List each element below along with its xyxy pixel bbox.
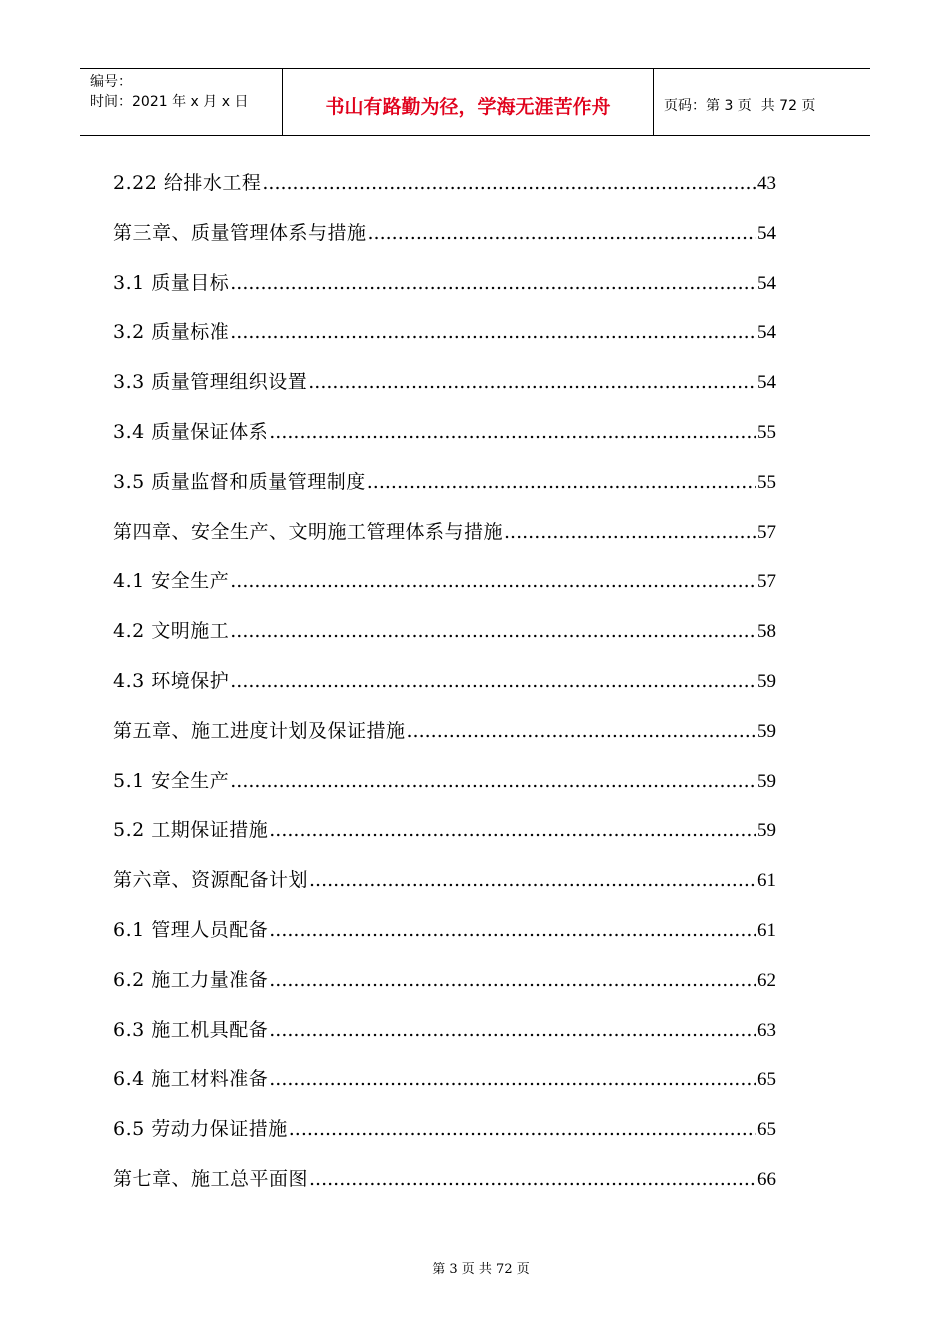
toc-dot-leader bbox=[262, 172, 756, 194]
toc-entry[interactable] bbox=[113, 268, 776, 318]
toc-entry-page-number: 65 bbox=[757, 1069, 776, 1091]
toc-entry[interactable] bbox=[113, 915, 776, 965]
toc-entry[interactable] bbox=[113, 815, 776, 865]
toc-entry-title: 第七章、施工总平面图 bbox=[113, 1167, 309, 1190]
toc-dot-leader bbox=[230, 620, 756, 642]
toc-entry-page-number: 58 bbox=[757, 621, 776, 643]
toc-entry-title: 6.3 施工机具配备 bbox=[113, 1018, 269, 1041]
toc-entry-title: 5.1 安全生产 bbox=[113, 769, 230, 792]
document-number-label: 编号： bbox=[90, 74, 132, 90]
toc-entry[interactable] bbox=[113, 218, 776, 268]
toc-entry-page-number: 57 bbox=[757, 571, 776, 593]
toc-entry-page-number: 59 bbox=[757, 770, 776, 792]
toc-entry-page-number: 61 bbox=[757, 919, 776, 941]
toc-entry[interactable] bbox=[113, 367, 776, 417]
toc-entry-title: 2.22 给排水工程 bbox=[113, 172, 262, 194]
toc-entry-title: 3.5 质量监督和质量管理制度 bbox=[113, 470, 366, 493]
toc-entry-page-number: 66 bbox=[757, 1168, 776, 1190]
toc-entry-page-number: 65 bbox=[757, 1119, 776, 1141]
toc-entry-page-number: 61 bbox=[757, 870, 776, 892]
toc-entry-title: 6.4 施工材料准备 bbox=[113, 1068, 269, 1091]
toc-entry-title: 第六章、资源配备计划 bbox=[113, 869, 309, 892]
table-of-contents bbox=[113, 168, 776, 1214]
toc-entry-page-number: 55 bbox=[757, 421, 776, 443]
toc-entry[interactable] bbox=[113, 467, 776, 517]
toc-entry-page-number: 54 bbox=[757, 272, 776, 294]
toc-entry-title: 第五章、施工进度计划及保证措施 bbox=[113, 719, 406, 742]
toc-dot-leader bbox=[230, 670, 756, 692]
toc-entry-page-number: 59 bbox=[757, 820, 776, 842]
toc-entry[interactable] bbox=[113, 1164, 776, 1214]
toc-entry-title: 第三章、质量管理体系与措施 bbox=[113, 221, 367, 244]
toc-entry-title: 4.2 文明施工 bbox=[113, 620, 230, 643]
toc-entry-page-number: 62 bbox=[757, 969, 776, 991]
toc-entry-title: 第四章、安全生产、文明施工管理体系与措施 bbox=[113, 520, 504, 543]
toc-entry-page-number: 63 bbox=[757, 1019, 776, 1041]
toc-dot-leader bbox=[308, 371, 756, 393]
toc-entry[interactable] bbox=[113, 566, 776, 616]
toc-dot-leader bbox=[269, 1019, 756, 1041]
toc-entry-page-number: 54 bbox=[757, 322, 776, 344]
toc-entry-page-number: 54 bbox=[757, 372, 776, 394]
toc-dot-leader bbox=[289, 1118, 756, 1140]
toc-entry[interactable] bbox=[113, 965, 776, 1015]
toc-entry[interactable] bbox=[113, 1114, 776, 1164]
toc-dot-leader bbox=[230, 321, 756, 343]
toc-entry[interactable] bbox=[113, 1064, 776, 1114]
toc-entry-title: 3.3 质量管理组织设置 bbox=[113, 371, 308, 394]
toc-entry-title: 5.2 工期保证措施 bbox=[113, 819, 269, 842]
toc-entry-title: 6.2 施工力量准备 bbox=[113, 968, 269, 991]
toc-entry-title: 4.3 环境保护 bbox=[113, 669, 230, 692]
toc-dot-leader bbox=[368, 222, 756, 244]
header-meta bbox=[80, 69, 282, 135]
toc-entry-page-number: 59 bbox=[757, 720, 776, 742]
toc-entry-title: 3.1 质量目标 bbox=[113, 271, 230, 294]
toc-entry-page-number: 55 bbox=[757, 471, 776, 493]
toc-dot-leader bbox=[309, 1168, 756, 1190]
toc-dot-leader bbox=[230, 272, 756, 294]
toc-entry-title: 3.2 质量标准 bbox=[113, 321, 230, 344]
toc-entry[interactable] bbox=[113, 716, 776, 766]
toc-entry[interactable] bbox=[113, 1015, 776, 1065]
toc-dot-leader bbox=[269, 421, 756, 443]
toc-entry[interactable] bbox=[113, 616, 776, 666]
toc-dot-leader bbox=[230, 770, 756, 792]
toc-dot-leader bbox=[269, 919, 756, 941]
toc-entry[interactable] bbox=[113, 317, 776, 367]
document-date: 时间：2021 年 x 月 x 日 bbox=[90, 94, 249, 110]
toc-entry-title: 3.4 质量保证体系 bbox=[113, 420, 269, 443]
header-motto: 书山有路勤为径，学海无涯苦作舟 bbox=[282, 69, 654, 135]
toc-entry-title: 6.1 管理人员配备 bbox=[113, 918, 269, 941]
toc-entry-page-number: 43 bbox=[757, 173, 776, 194]
toc-entry[interactable] bbox=[113, 517, 776, 567]
toc-entry[interactable] bbox=[113, 766, 776, 816]
toc-dot-leader bbox=[367, 471, 756, 493]
toc-entry-page-number: 54 bbox=[757, 222, 776, 244]
page-header bbox=[80, 68, 870, 136]
toc-entry[interactable] bbox=[113, 417, 776, 467]
toc-dot-leader bbox=[230, 570, 756, 592]
toc-dot-leader bbox=[269, 1068, 756, 1090]
toc-dot-leader bbox=[407, 720, 756, 742]
toc-entry[interactable] bbox=[113, 168, 776, 218]
toc-entry-page-number: 57 bbox=[757, 521, 776, 543]
toc-entry-title: 4.1 安全生产 bbox=[113, 570, 230, 593]
toc-entry-page-number: 59 bbox=[757, 670, 776, 692]
header-page-info: 页码：第 3 页 共 72 页 bbox=[664, 98, 816, 114]
page-footer: 第 3 页 共 72 页 bbox=[432, 1262, 530, 1277]
toc-dot-leader bbox=[269, 819, 756, 841]
toc-entry[interactable] bbox=[113, 666, 776, 716]
toc-entry-title: 6.5 劳动力保证措施 bbox=[113, 1118, 288, 1141]
toc-dot-leader bbox=[269, 969, 756, 991]
toc-dot-leader bbox=[309, 869, 756, 891]
toc-dot-leader bbox=[504, 521, 756, 543]
toc-entry[interactable] bbox=[113, 865, 776, 915]
